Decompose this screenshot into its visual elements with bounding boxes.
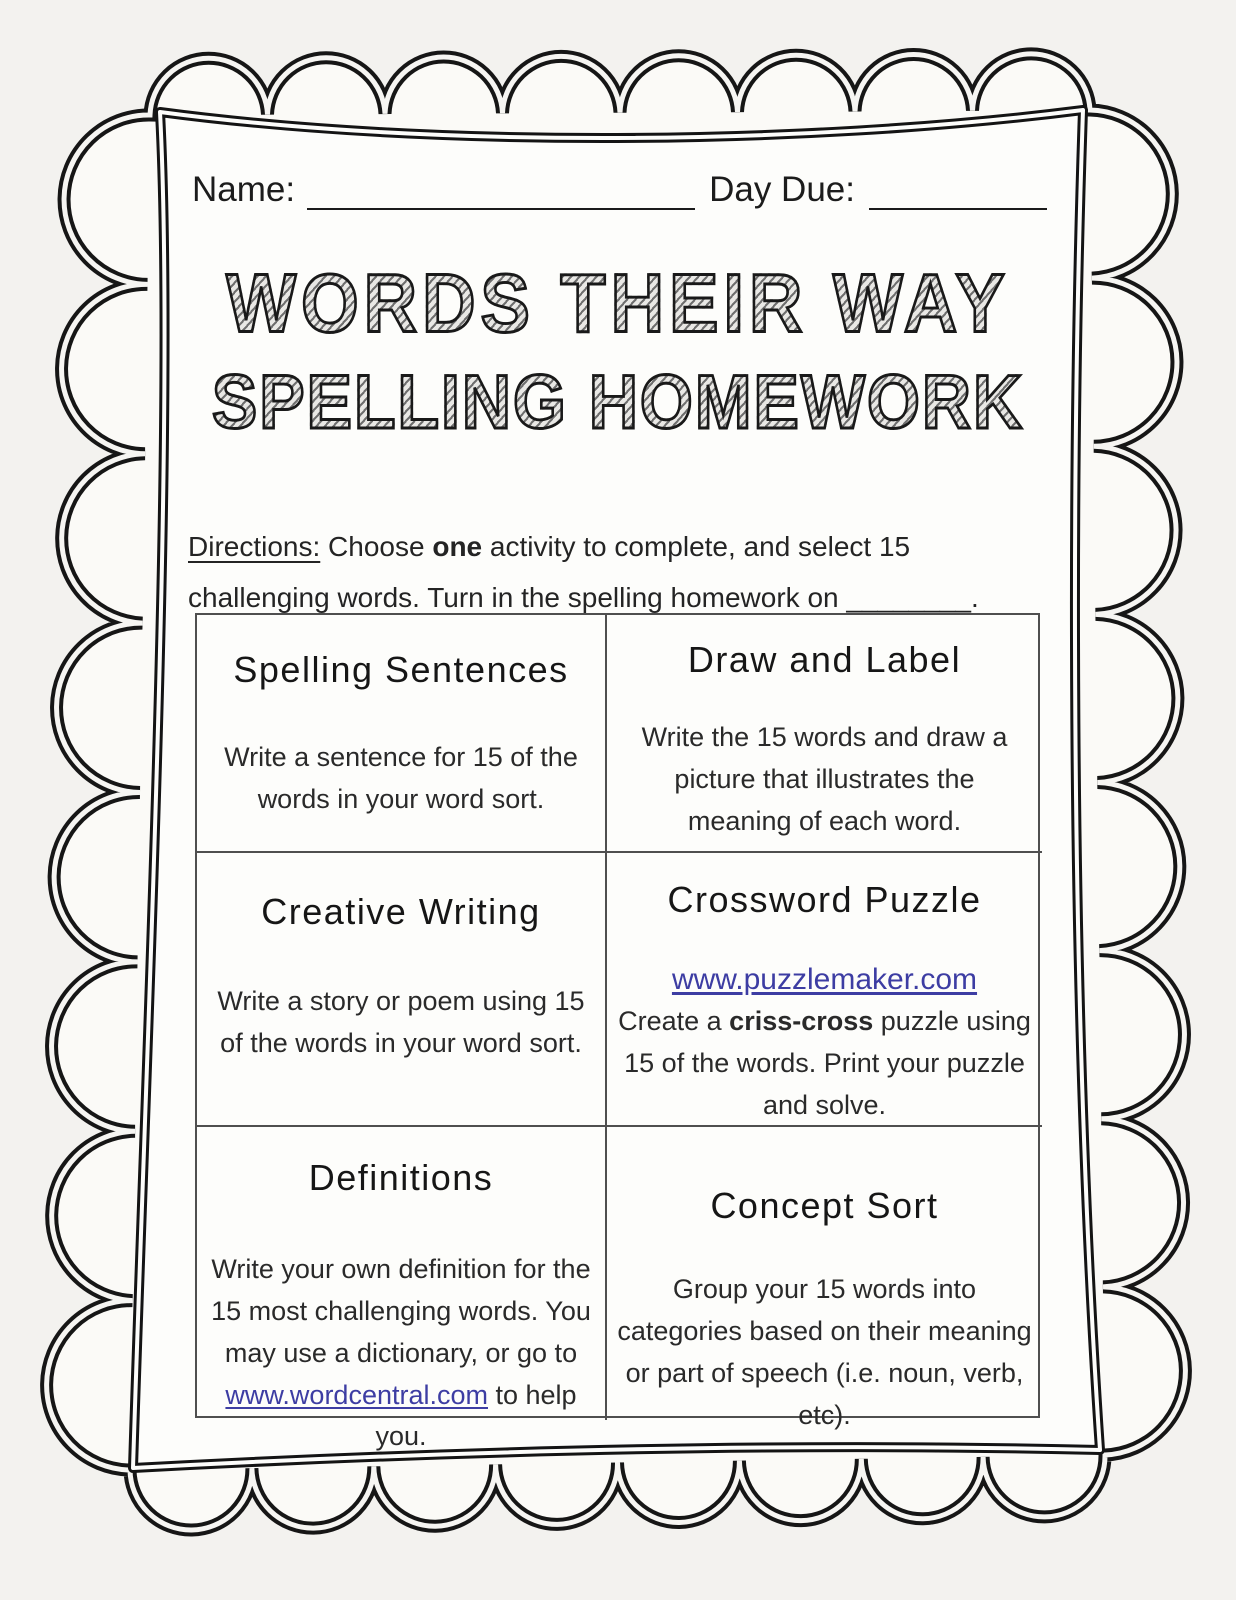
activity-body-text: Write your own definition for the 15 most challenging words. You may use a dictionary, or go to: [211, 1254, 591, 1368]
activity-body: Group your 15 words into categories based on their meaning or part of speech (i.e. noun, verb, etc).: [617, 1274, 1032, 1430]
wordcentral-link[interactable]: www.wordcentral.com: [225, 1379, 488, 1410]
activity-title: Creative Writing: [261, 891, 541, 932]
page-title: [150, 256, 1086, 445]
day-due-blank: [869, 166, 1047, 210]
directions-period: .: [970, 581, 979, 613]
page-title-line2: SPELLING HOMEWORK: [150, 364, 1086, 440]
directions-text-3: challenging words. Turn in the spelling homework on: [188, 581, 839, 613]
directions-text-2: activity to complete, and select 15: [489, 531, 911, 562]
activity-title: Spelling Sentences: [233, 649, 569, 690]
activity-title: Draw and Label: [687, 639, 962, 680]
criss-cross-bold: criss-cross: [729, 1006, 874, 1036]
activity-card-definitions: [197, 1127, 607, 1452]
activity-title: Crossword Puzzle: [667, 879, 982, 920]
activity-card-creative-writing: [197, 853, 607, 1127]
activity-body: Write a story or poem using 15 of the words in your word sort.: [217, 986, 585, 1058]
activity-title: Definitions: [308, 1157, 494, 1198]
name-blank: [307, 166, 695, 210]
activity-body: [205, 1249, 597, 1458]
activity-table: [195, 613, 1040, 1452]
name-label: Name:: [192, 170, 296, 209]
activity-card-draw-and-label: [607, 615, 1042, 853]
activity-body-text: puzzle using 15 of the words. Print your puzzle and solve.: [624, 1006, 1031, 1120]
activity-card-concept-sort: [607, 1127, 1042, 1430]
directions-text-1: Choose: [328, 531, 425, 562]
directions-bold-one: one: [432, 531, 483, 562]
activity-body: Write the 15 words and draw a picture that illustrates the meaning of each word.: [641, 722, 1008, 836]
turn-in-blank: ________: [846, 581, 971, 613]
activity-title: Concept Sort: [710, 1185, 939, 1226]
header-row: [192, 166, 1048, 210]
activity-card-spelling-sentences: [197, 615, 607, 853]
activity-body-text: to help you.: [375, 1379, 577, 1452]
activity-body: [615, 1001, 1035, 1127]
puzzlemaker-link[interactable]: www.puzzlemaker.com: [671, 963, 978, 996]
directions-paragraph: [188, 522, 1068, 624]
activity-body-text: Create a: [618, 1006, 730, 1036]
activity-card-crossword-puzzle: [607, 853, 1042, 1127]
activity-body: Write a sentence for 15 of the words in your word sort.: [224, 742, 578, 814]
day-due-label: Day Due:: [709, 170, 855, 209]
directions-label: Directions:: [188, 531, 321, 562]
page-title-line1: WORDS THEIR WAY: [150, 262, 1086, 345]
